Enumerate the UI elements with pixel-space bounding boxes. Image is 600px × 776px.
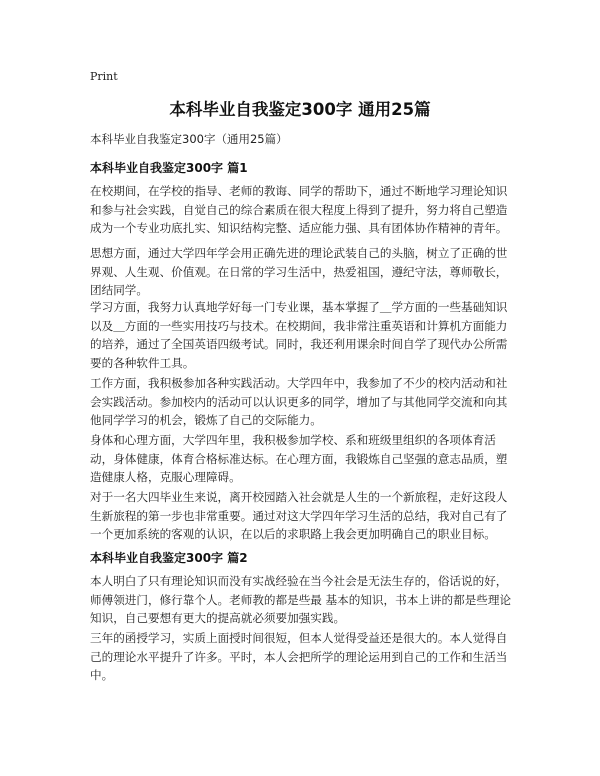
section-heading-2: 本科毕业自我鉴定300字 篇2 [90,551,248,565]
paragraph: 本人明白了只有理论知识而没有实战经验在当今社会是无法生存的，俗话说的好，师傅领进门，修行靠个人。老师教的都是些最 基本的知识，书本上讲的都是些理论知识，自己要想有更大的提高就必须要加强实践。 [90,574,512,626]
print-link[interactable]: Print [90,70,118,83]
page-subtitle: 本科毕业自我鉴定300字（通用25篇） [90,132,288,146]
paragraph: 三年的函授学习，实质上面授时间很短，但本人觉得受益还是很大的。本人觉得自己的理论水平提升了许多。平时，本人会把所学的理论运用到自己的工作和生活当中。 [90,631,508,683]
paragraph: 身体和心理方面，大学四年里，我积极参加学校、系和班级里组织的各项体育活动，身体健康，体育合格标准达标。在心理方面，我锻炼自己坚强的意志品质，塑造健康人格，克服心理障碍。 [90,433,508,485]
page-title: 本科毕业自我鉴定300字 通用25篇 [169,100,431,119]
paragraph: 在校期间，在学校的指导、老师的教诲、同学的帮助下，通过不断地学习理论知识和参与社会实践，自觉自己的综合素质在很大程度上得到了提升，努力将自己塑造成为一个专业功底扎实、知识结构完整、适应能力强、具有团体协作精神的青年。 [90,184,508,236]
paragraph: 对于一名大四毕业生来说，离开校园踏入社会就是人生的一个新旅程，走好这段人生新旅程的第一步也非常重要。通过对这大学四年学习生活的总结，我对自己有了一个更加系统的客观的认识，在以后的求职路上我会更加明确自己的职业目标。 [90,490,508,542]
paragraph: 学习方面，我努力认真地学好每一门专业课，基本掌握了＿学方面的一些基础知识以及＿方面的一些实用技巧与技术。在校期间，我非常注重英语和计算机方面能力的培养，通过了全国英语四级考试。同时，我还利用课余时间自学了现代办公所需要的各种软件工具。 [90,300,508,370]
section-heading-1: 本科毕业自我鉴定300字 篇1 [90,161,248,175]
paragraph: 工作方面，我积极参加各种实践活动。大学四年中，我参加了不少的校内活动和社会实践活动。参加校内的活动可以认识更多的同学，增加了与其他同学交流和向其他同学学习的机会，锻炼了自己的交际能力。 [90,376,508,428]
paragraph: 思想方面，通过大学四年学会用正确先进的理论武装自己的头脑，树立了正确的世界观、人生观、价值观。在日常的学习生活中，热爱祖国，遵纪守法，尊师敬长，团结同学。 [90,246,508,298]
